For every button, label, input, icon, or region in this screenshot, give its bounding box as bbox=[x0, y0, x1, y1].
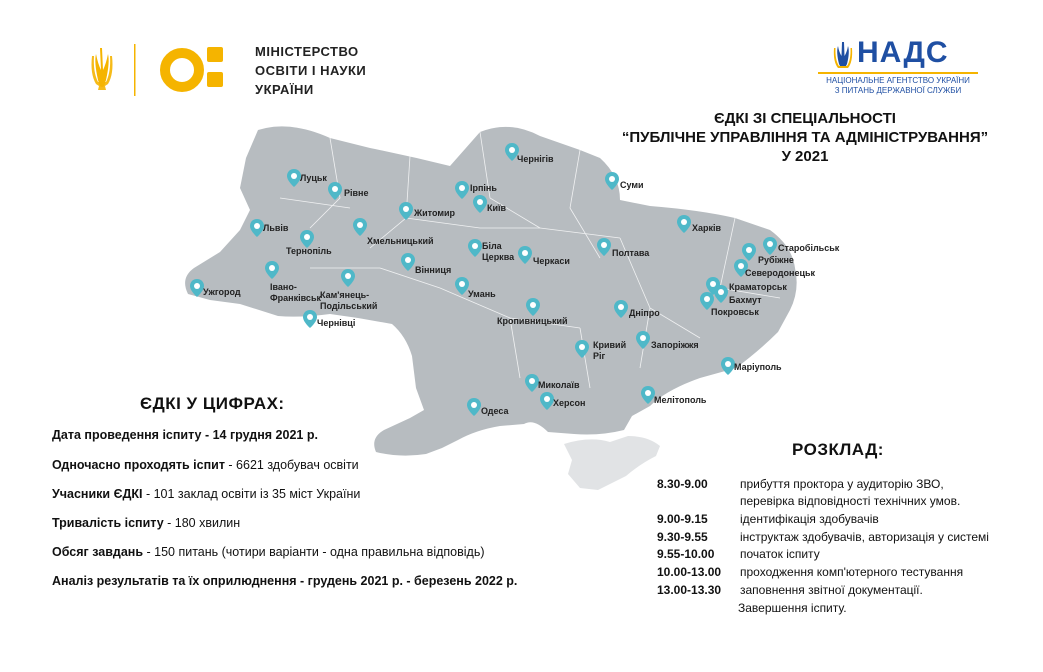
map-pin-icon bbox=[526, 298, 540, 316]
map-pin-icon bbox=[721, 357, 735, 375]
city-label: Львів bbox=[263, 223, 289, 233]
stat-value: - 6621 здобувач освіти bbox=[224, 458, 359, 472]
stat-row bbox=[52, 545, 485, 559]
map-pin-icon bbox=[575, 340, 589, 358]
stat-value: - 180 хвилин bbox=[163, 516, 241, 530]
map-pin-icon bbox=[636, 331, 650, 349]
circle-mark bbox=[165, 53, 199, 87]
city-label: Рівне bbox=[344, 188, 369, 198]
city-label: Кропивницький bbox=[497, 316, 568, 326]
map-pin-icon bbox=[190, 279, 204, 297]
city-label: Черкаси bbox=[533, 256, 570, 266]
schedule-time: 9.55-10.00 bbox=[657, 547, 715, 561]
city-label: Івано- Франківськ bbox=[270, 282, 321, 303]
schedule-time: 9.30-9.55 bbox=[657, 530, 708, 544]
stat-value: - 150 питань (чотири варіанти - одна правильна відповідь) bbox=[143, 545, 485, 559]
city-label: Ірпінь bbox=[470, 183, 497, 193]
map-pin-icon bbox=[401, 253, 415, 271]
nads-sub1: НАЦІОНАЛЬНЕ АГЕНТСТВО УКРАЇНИ bbox=[826, 76, 970, 85]
schedule-desc: заповнення звітної документації. bbox=[740, 583, 923, 597]
stat-label: Дата проведення іспиту - 14 грудня 2021 р. bbox=[52, 428, 318, 442]
map-pin-icon bbox=[250, 219, 264, 237]
schedule-desc: перевірка відповідності технічних умов. bbox=[740, 494, 961, 508]
stat-label: Одночасно проходять іспит bbox=[52, 458, 225, 472]
city-label: Харків bbox=[692, 223, 722, 233]
schedule-desc: Завершення іспиту. bbox=[738, 601, 847, 615]
schedule-desc: початок іспиту bbox=[740, 547, 820, 561]
city-label: Бахмут bbox=[729, 295, 762, 305]
map-pin-icon bbox=[287, 169, 301, 187]
stat-label: Обсяг завдань bbox=[52, 545, 144, 559]
city-label: Вінниця bbox=[415, 265, 452, 275]
city-label: Кам'янець- Подільський bbox=[320, 290, 378, 311]
city-label: Полтава bbox=[612, 248, 650, 258]
stat-row bbox=[52, 428, 318, 442]
map-pin-icon bbox=[468, 239, 482, 257]
city-label: Херсон bbox=[553, 398, 586, 408]
schedule-desc: інструктаж здобувачів, авторизація у системі bbox=[740, 530, 989, 544]
city-label: Суми bbox=[620, 180, 644, 190]
map-pin-icon bbox=[677, 215, 691, 233]
nads-subtitle bbox=[818, 76, 978, 96]
map-pin-icon bbox=[341, 269, 355, 287]
title-line2: “ПУБЛІЧНЕ УПРАВЛІННЯ ТА АДМІНІСТРУВАННЯ” bbox=[621, 129, 989, 146]
city-label: Хмельницький bbox=[367, 236, 434, 246]
map-pin-icon bbox=[714, 285, 728, 303]
city-label: Чернігів bbox=[517, 154, 554, 164]
ministry-name bbox=[255, 42, 366, 99]
city-label: Краматорськ bbox=[729, 282, 787, 292]
schedule-desc: проходження комп'ютерного тестування bbox=[740, 565, 964, 579]
map-pin-icon bbox=[525, 374, 539, 392]
stat-row bbox=[52, 487, 360, 501]
ministry-line3: УКРАЇНИ bbox=[255, 82, 314, 97]
map-pin-icon bbox=[641, 386, 655, 404]
city-label: Біла Церква bbox=[482, 241, 515, 262]
city-label: Маріуполь bbox=[734, 362, 782, 372]
trident-icon bbox=[92, 48, 113, 90]
city-label: Северодонецьк bbox=[745, 268, 816, 278]
city-label: Чернівці bbox=[317, 318, 356, 328]
stat-label: Тривалість іспиту bbox=[52, 516, 164, 530]
city-label: Ужгород bbox=[203, 287, 241, 297]
schedule-time: 13.00-13.30 bbox=[657, 583, 722, 597]
city-label: Миколаїв bbox=[538, 380, 580, 390]
ministry-line2: ОСВІТИ І НАУКИ bbox=[255, 63, 367, 78]
crimea-shape bbox=[564, 436, 660, 490]
city-label: Рубіжне bbox=[758, 255, 794, 265]
schedule-desc: ідентифікація здобувачів bbox=[740, 512, 879, 526]
city-label: Умань bbox=[468, 289, 496, 299]
map-pin-icon bbox=[614, 300, 628, 318]
map-pin-icon bbox=[265, 261, 279, 279]
schedule-time: 10.00-13.00 bbox=[657, 565, 722, 579]
nads-trident-icon bbox=[832, 40, 854, 72]
map-pin-icon bbox=[597, 238, 611, 256]
map-pin-icon bbox=[455, 277, 469, 295]
map-pin-icon bbox=[353, 218, 367, 236]
map-pin-icon bbox=[540, 392, 554, 410]
city-label: Покровськ bbox=[711, 307, 759, 317]
stat-row bbox=[52, 574, 517, 588]
stat-label: Аналіз результатів та їх оприлюднення - грудень 2021 р. - березень 2022 р. bbox=[52, 574, 518, 588]
map-pin-icon bbox=[455, 181, 469, 199]
city-label: Київ bbox=[487, 203, 507, 213]
nads-title: НАДС bbox=[857, 36, 949, 69]
map-pin-icon bbox=[763, 237, 777, 255]
city-label: Житомир bbox=[414, 208, 456, 218]
city-label: Луцьк bbox=[300, 173, 327, 183]
stat-row bbox=[52, 458, 359, 472]
schedule-time: 8.30-9.00 bbox=[657, 477, 708, 491]
map-pin-icon bbox=[399, 202, 413, 220]
city-label: Тернопіль bbox=[286, 246, 332, 256]
city-label: Дніпро bbox=[629, 308, 660, 318]
stat-row bbox=[52, 516, 240, 530]
nads-divider bbox=[818, 72, 978, 74]
map-pin-icon bbox=[605, 172, 619, 190]
schedule-title: РОЗКЛАД: bbox=[792, 440, 884, 459]
city-label: Мелітополь bbox=[654, 395, 707, 405]
stats-title: ЄДКІ У ЦИФРАХ: bbox=[140, 394, 285, 413]
map-pin-icon bbox=[518, 246, 532, 264]
city-label: Одеса bbox=[481, 406, 509, 416]
ministry-line1: МІНІСТЕРСТВО bbox=[255, 44, 359, 59]
city-label: Старобільськ bbox=[778, 243, 840, 253]
stat-value: - 101 заклад освіти із 35 міст України bbox=[142, 487, 361, 501]
map-pin-icon bbox=[303, 310, 317, 328]
stat-label: Учасники ЄДКІ bbox=[52, 487, 143, 501]
city-label: Кривий Ріг bbox=[593, 340, 627, 361]
nads-sub2: З ПИТАНЬ ДЕРЖАВНОЇ СЛУЖБИ bbox=[834, 86, 962, 95]
map-pin-icon bbox=[473, 195, 487, 213]
city-label: Запоріжжя bbox=[651, 340, 699, 350]
map-pin-icon bbox=[467, 398, 481, 416]
schedule-desc: прибуття проктора у аудиторію ЗВО, bbox=[740, 477, 944, 491]
schedule-time: 9.00-9.15 bbox=[657, 512, 708, 526]
title-line3: У 2021 bbox=[781, 148, 829, 165]
title-line1: ЄДКІ ЗІ СПЕЦІАЛЬНОСТІ bbox=[714, 110, 896, 127]
map-pin-icon bbox=[328, 182, 342, 200]
